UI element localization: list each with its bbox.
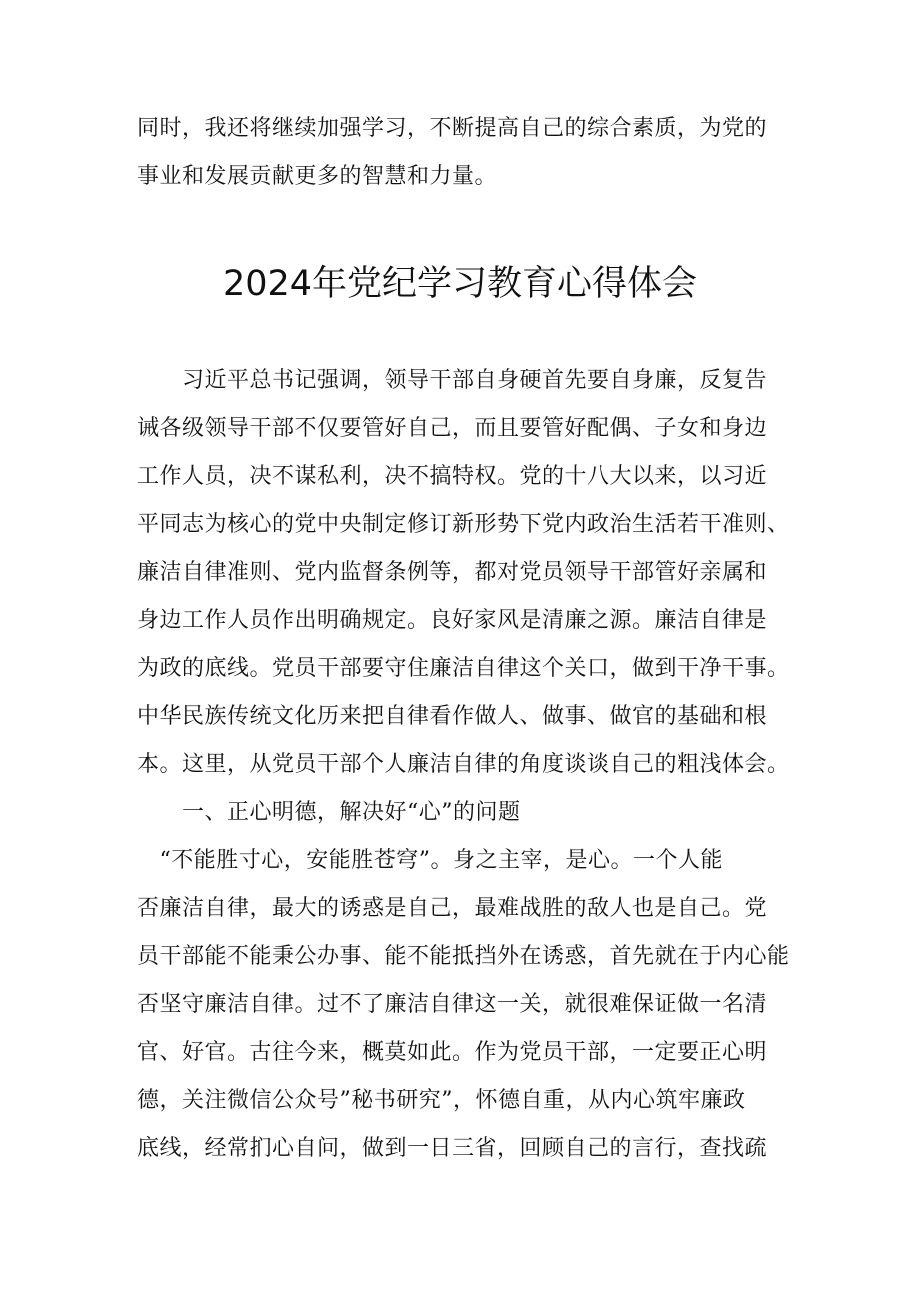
body-line-3: 工作人员，决不谋私利，决不搞特权。党的十八大以来，以习近 bbox=[137, 464, 768, 489]
body-line-17: 底线，经常扪心自问，做到一日三省，回顾自己的言行，查找疏 bbox=[137, 1136, 768, 1161]
intro-line-2: 事业和发展贡献更多的智慧和力量。 bbox=[137, 164, 498, 189]
section-heading: 一、正心明德，解决好“心”的问题 bbox=[137, 800, 521, 825]
body-line-12: 否廉洁自律，最大的诱惑是自己，最难战胜的敌人也是自己。党 bbox=[137, 896, 768, 921]
intro-line-1: 同时，我还将继续加强学习，不断提高自己的综合素质，为党的 bbox=[137, 116, 768, 141]
body-line-4: 平同志为核心的党中央制定修订新形势下党内政治生活若干准则、 bbox=[137, 512, 790, 537]
body-line-2: 诫各级领导干部不仅要管好自己，而且要管好配偶、子女和身边 bbox=[137, 416, 768, 441]
body-line-5: 廉洁自律准则、党内监督条例等，都对党员领导干部管好亲属和 bbox=[137, 560, 768, 585]
body-line-6: 身边工作人员作出明确规定。良好家风是清廉之源。廉洁自律是 bbox=[137, 608, 768, 633]
body-line-9: 本。这里，从党员干部个人廉洁自律的角度谈谈自己的粗浅体会。 bbox=[137, 752, 790, 777]
body-line-11: “不能胜寸心，安能胜苍穹”。身之主宰，是心。一个人能 bbox=[137, 848, 723, 873]
body-line-14: 否坚守廉洁自律。过不了廉洁自律这一关，就很难保证做一名清 bbox=[137, 992, 768, 1017]
body-line-1: 习近平总书记强调，领导干部自身硬首先要自身廉，反复告 bbox=[137, 368, 768, 393]
body-line-13: 员干部能不能秉公办事、能不能抵挡外在诱惑，首先就在于内心能 bbox=[137, 944, 790, 969]
body-line-8: 中华民族传统文化历来把自律看作做人、做事、做官的基础和根 bbox=[137, 704, 768, 729]
body-line-7: 为政的底线。党员干部要守住廉洁自律这个关口，做到干净干事。 bbox=[137, 656, 790, 681]
body-line-16: 德，关注微信公众号”秘书研究”，怀德自重，从内心筑牢廉政 bbox=[137, 1088, 746, 1113]
body-line-15: 官、好官。古往今来，概莫如此。作为党员干部，一定要正心明 bbox=[137, 1040, 768, 1065]
document-title: 2024年党纪学习教育心得体会 bbox=[222, 264, 698, 304]
